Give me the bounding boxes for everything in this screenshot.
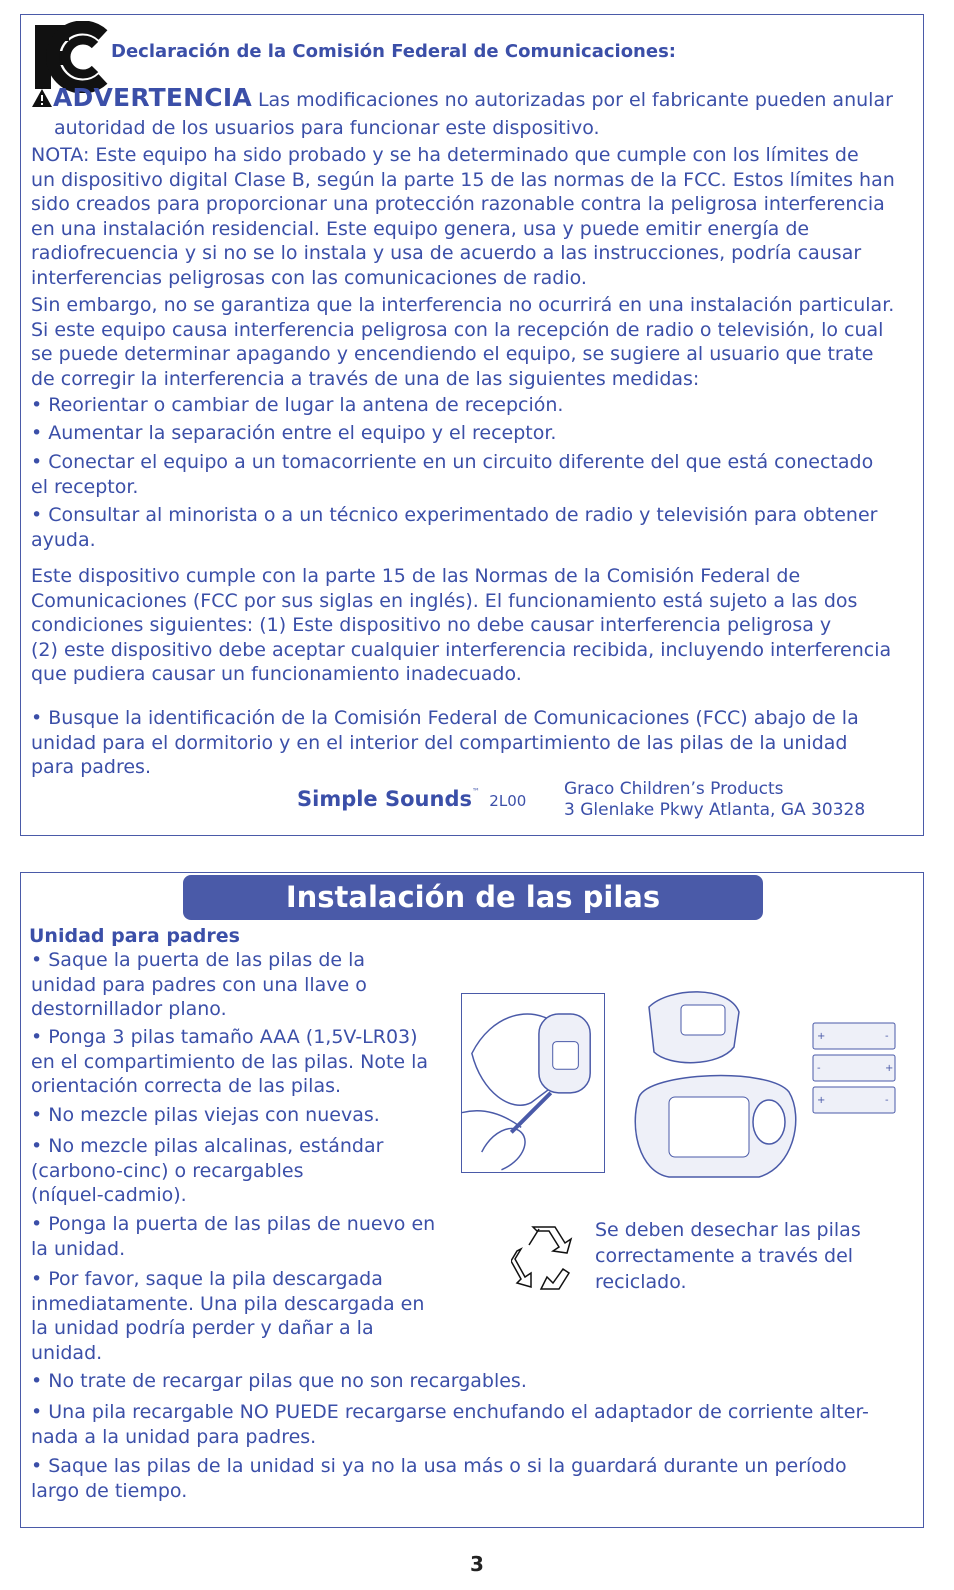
svg-text:-: -: [817, 1063, 821, 1074]
battery-bullet: • Saque la puerta de las pilas de la unidad para padres con una llave o destornillador plano.: [31, 949, 367, 1020]
manufacturer-address: Graco Children’s Products 3 Glenlake Pkwy Atlanta, GA 30328: [564, 779, 866, 820]
battery-bullet: • No mezcle pilas alcalinas, estándar (carbono-cinc) o recargables (níquel-cadmio).: [31, 1135, 384, 1206]
svg-text:+: +: [817, 1095, 826, 1106]
warning-continuation: autoridad de los usuarios para funcionar este dispositivo.: [54, 117, 600, 139]
svg-text:+: +: [817, 1031, 826, 1042]
svg-text:-: -: [885, 1095, 889, 1106]
fcc-bullet: • Consultar al minorista o a un técnico experimentado de radio y televisión para obtener ayuda.: [31, 504, 878, 551]
svg-text:+: +: [885, 1063, 894, 1074]
recycle-text: Se deben desechar las pilas correctamente a través del reciclado.: [595, 1219, 861, 1293]
battery-bullet: • Una pila recargable NO PUEDE recargarse enchufando el adaptador de corriente alter- nada a la unidad para padres.: [31, 1401, 869, 1448]
brand-name: Simple Sounds: [297, 787, 472, 811]
fcc-section: [20, 14, 924, 836]
fcc-bullet: • Aumentar la separación entre el equipo y el receptor.: [31, 422, 557, 444]
busque-paragraph: • Busque la identificación de la Comisión Federal de Comunicaciones (FCC) abajo de la unidad para el dormitorio y en el interior del compartimiento de las pilas de la unidad para padres.: [31, 707, 859, 778]
trademark: ™: [471, 787, 480, 796]
fcc-heading: Declaración de la Comisión Federal de Comunicaciones:: [111, 41, 676, 62]
sin-embargo-paragraph: Sin embargo, no se garantiza que la interferencia no ocurrirá en una instalación particular. Si este equipo causa interferencia peligrosa con la recepción de radio o televisión, lo cual se puede determinar apagando y encendiendo el equipo, se sugiere al usuario que trate de corregir la interferencia a través de una de las siguientes medidas:: [31, 294, 895, 390]
page-number: 3: [470, 1552, 484, 1576]
fcc-bullet: • Conectar el equipo a un tomacorriente en un circuito diferente del que está conectado el receptor.: [31, 451, 874, 498]
product-brand: [297, 787, 526, 811]
batteries-icon: [811, 1021, 901, 1115]
warning-word: ADVERTENCIA: [53, 83, 252, 112]
nota-paragraph: NOTA: Este equipo ha sido probado y se ha determinado que cumple con los límites de un dispositivo digital Clase B, según la parte 15 de las normas de la FCC. Estos límites han sido creados para proporcionar una protección razonable contra la peligrosa interferencia en una instalación residencial. Este equipo genera, usa y puede emitir energía de radiofrecuencia y si no se lo instala y usa de acuerdo a las instrucciones, podría causar interferencias peligrosas con las comunicaciones de radio.: [31, 144, 895, 289]
subtitle: Unidad para padres: [29, 925, 240, 947]
battery-bullet: • Ponga la puerta de las pilas de nuevo en la unidad.: [31, 1213, 436, 1260]
svg-text:-: -: [885, 1031, 889, 1042]
battery-bullet: • No mezcle pilas viejas con nuevas.: [31, 1104, 380, 1126]
battery-compartment-illustration-icon: [629, 987, 799, 1187]
section-title: Instalación de las pilas: [183, 875, 763, 920]
cumple-paragraph: Este dispositivo cumple con la parte 15 de las Normas de la Comisión Federal de Comunicaciones (FCC por sus siglas en inglés). El funcionamiento está sujeto a las dos condiciones siguientes: (1) Este dispositivo no debe causar interferencia peligrosa y (2) este dispositivo debe aceptar cualquier interferencia recibida, incluyendo interferencia que pudiera causar un funcionamiento inadecuado.: [31, 565, 892, 685]
warning-triangle-icon: [31, 88, 53, 108]
fcc-bullet: • Reorientar o cambiar de lugar la antena de recepción.: [31, 394, 564, 416]
warning-text: Las modificaciones no autorizadas por el fabricante pueden anular: [251, 89, 893, 111]
model-number: 2L00: [489, 792, 527, 810]
recycle-icon: [511, 1225, 575, 1291]
battery-bullet: • No trate de recargar pilas que no son recargables.: [31, 1370, 527, 1392]
warning-line: [31, 83, 893, 112]
screwdriver-illustration-icon: [461, 993, 605, 1173]
battery-bullet: • Saque las pilas de la unidad si ya no la usa más o si la guardará durante un período largo de tiempo.: [31, 1455, 847, 1502]
battery-section: [20, 872, 924, 1528]
battery-bullet: • Por favor, saque la pila descargada inmediatamente. Una pila descargada en la unidad podría perder y dañar a la unidad.: [31, 1268, 425, 1364]
battery-bullet: • Ponga 3 pilas tamaño AAA (1,5V-LR03) en el compartimiento de las pilas. Note la orientación correcta de las pilas.: [31, 1026, 429, 1097]
